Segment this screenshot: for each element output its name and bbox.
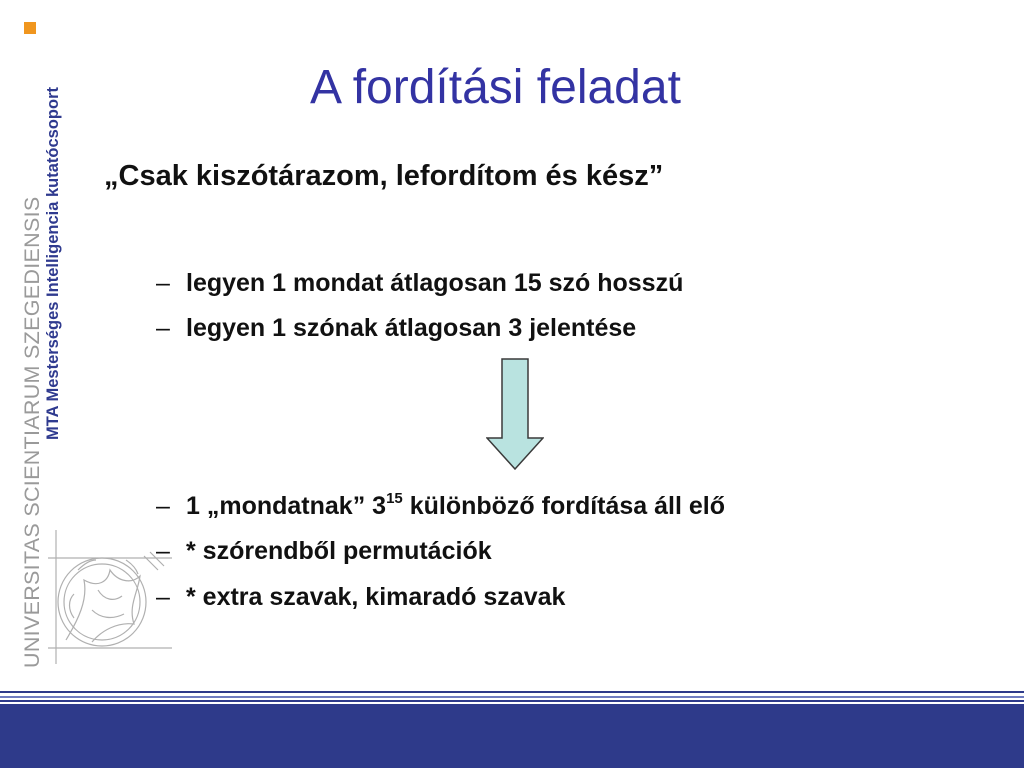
footer-stripes bbox=[0, 690, 1024, 704]
bullet-text: * szórendből permutációk bbox=[186, 537, 492, 565]
bullet-dash: – bbox=[156, 314, 170, 342]
bullet-item bbox=[156, 582, 565, 612]
bullet-text: legyen 1 mondat átlagosan 15 szó hosszú bbox=[186, 269, 684, 297]
university-name: UNIVERSITAS SCIENTIARUM SZEGEDIENSIS bbox=[20, 196, 44, 668]
bullet-text-rest: különböző fordítása áll elő bbox=[402, 492, 726, 520]
slide-title: A fordítási feladat bbox=[310, 61, 681, 114]
bullet-dash: – bbox=[156, 583, 170, 611]
research-group-name: MTA Mesterséges Intelligencia kutatócsoport bbox=[44, 87, 62, 440]
bullet-dash: – bbox=[156, 269, 170, 297]
bullet-item bbox=[156, 536, 492, 566]
exponent: 15 bbox=[386, 490, 403, 507]
bullet-dash: – bbox=[156, 537, 170, 565]
footer-bar bbox=[0, 704, 1024, 768]
accent-square bbox=[24, 22, 36, 34]
bullet-text: legyen 1 szónak átlagosan 3 jelentése bbox=[186, 314, 637, 342]
bullet-text: * extra szavak, kimaradó szavak bbox=[186, 583, 566, 611]
lead-quote: „Csak kiszótárazom, lefordítom és kész” bbox=[104, 160, 664, 192]
bullet-dash: – bbox=[156, 492, 170, 520]
bullet-item bbox=[156, 268, 683, 298]
bullet-item bbox=[156, 313, 636, 343]
bullet-text: 1 „mondatnak” 3 bbox=[186, 492, 387, 520]
down-arrow-icon bbox=[486, 358, 544, 470]
bullet-item bbox=[156, 491, 725, 521]
university-seal-logo bbox=[48, 530, 172, 664]
